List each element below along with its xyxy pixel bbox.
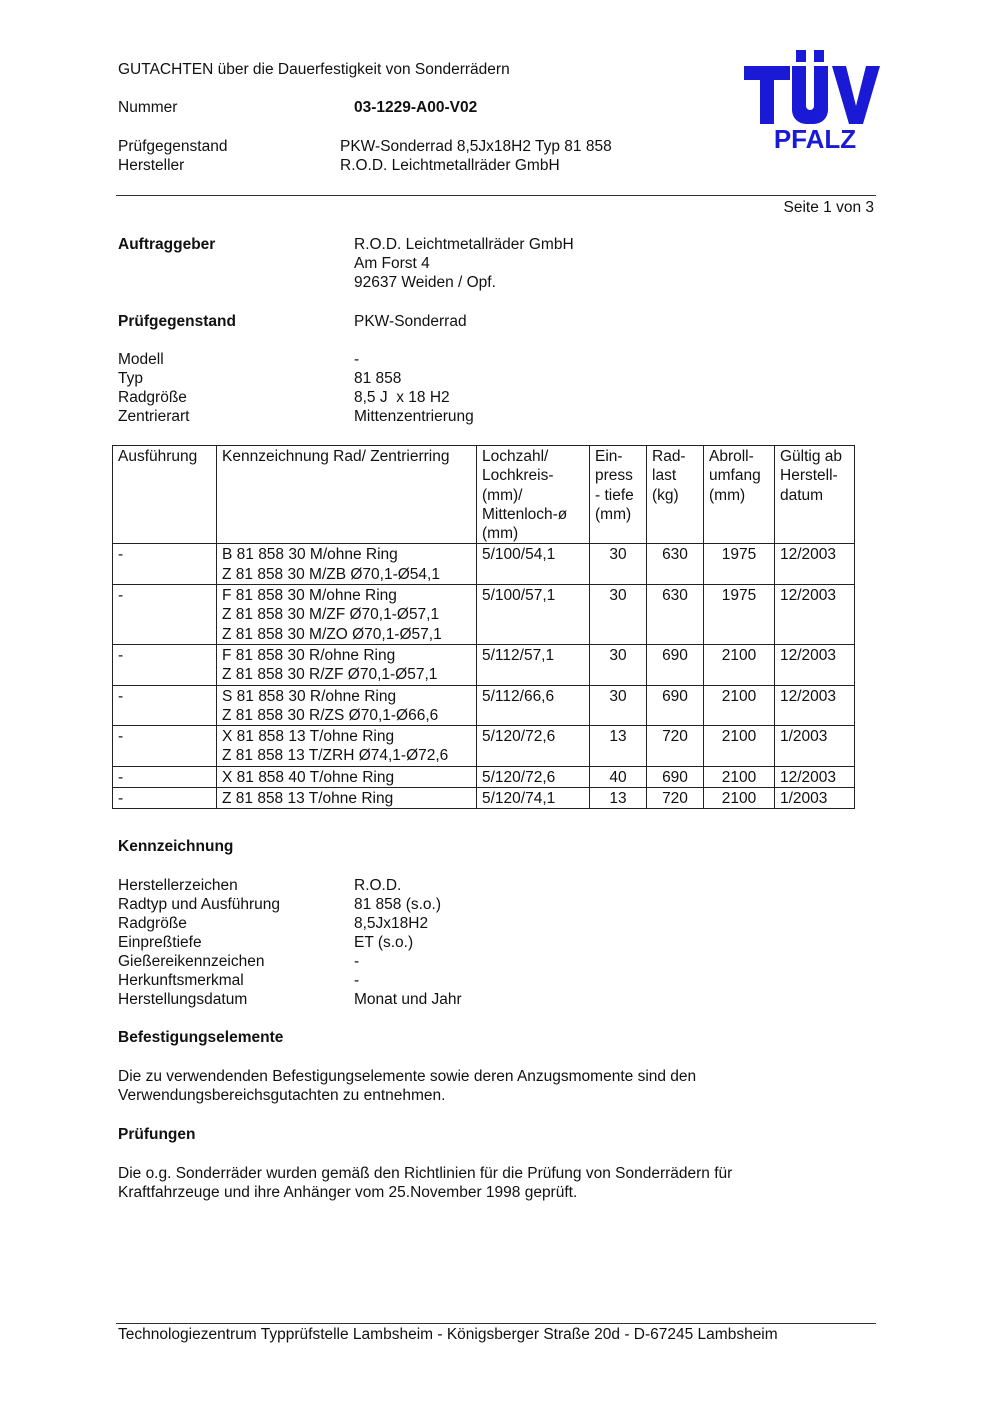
table-row	[113, 726, 855, 767]
table-cell-loch: 5/100/54,1	[477, 544, 590, 585]
manufacturer-label: Hersteller	[118, 157, 185, 174]
header-line: Mittenloch-ø	[482, 505, 568, 523]
table-row	[113, 585, 855, 645]
table-row	[113, 788, 855, 809]
table-cell-loch: 5/112/66,6	[477, 685, 590, 726]
table-cell-last: 720	[647, 788, 704, 809]
client-line-1: R.O.D. Leichtmetallräder GmbH	[354, 236, 574, 253]
marking-label: Herstellungsdatum	[118, 991, 248, 1008]
cell-line: Z 81 858 30 M/ZO Ø70,1-Ø57,1	[222, 625, 442, 643]
object-label: Prüfgegenstand	[118, 138, 228, 155]
marking-label: Radtyp und Ausführung	[118, 896, 281, 913]
header-line: Ausführung	[118, 448, 198, 465]
table-cell-umfang: 2100	[704, 644, 775, 685]
marking-value: Monat und Jahr	[354, 991, 462, 1008]
table-cell-last: 630	[647, 585, 704, 645]
header-line: (mm)	[595, 505, 632, 523]
table-body	[113, 446, 855, 809]
table-cell-loch: 5/120/72,6	[477, 766, 590, 787]
client-line-3: 92637 Weiden / Opf.	[354, 274, 496, 291]
table-cell-loch: 5/120/74,1	[477, 788, 590, 809]
table-cell-umfang: 2100	[704, 766, 775, 787]
header-line: Gültig ab	[780, 448, 843, 465]
table-cell-datum: 1/2003	[775, 726, 855, 767]
header-line: (kg)	[652, 486, 679, 504]
cell-line: B 81 858 30 M/ohne Ring	[222, 546, 398, 564]
table-cell-datum: 12/2003	[775, 644, 855, 685]
field-label: Radgröße	[118, 389, 187, 406]
header-line: last	[652, 467, 677, 485]
table-header-cell	[590, 446, 647, 544]
header-line: datum	[780, 486, 824, 504]
field-value: 81 858	[354, 370, 402, 387]
table-cell-umfang: 1975	[704, 544, 775, 585]
fastening-text: Die zu verwendenden Befestigungselemente sowie deren Anzugsmomente sind den Verwendungsbereichsgutachten zu entnehmen.	[118, 1068, 697, 1104]
table-row	[113, 544, 855, 585]
table-cell-last: 690	[647, 685, 704, 726]
table-cell-ausf: -	[113, 788, 217, 809]
cell-line: Z 81 858 13 T/ohne Ring	[222, 790, 394, 808]
test-object-value: PKW-Sonderrad	[354, 313, 467, 330]
cell-line: F 81 858 30 R/ohne Ring	[222, 646, 396, 664]
client-label: Auftraggeber	[118, 236, 216, 253]
field-value: Mittenzentrierung	[354, 408, 474, 425]
table-cell-ausf: -	[113, 685, 217, 726]
header-line: (mm)	[482, 525, 519, 543]
table-cell-kenn	[217, 585, 477, 645]
field-label: Typ	[118, 370, 143, 387]
table-cell-et: 30	[590, 544, 647, 585]
table-cell-umfang: 1975	[704, 585, 775, 645]
cell-line: Z 81 858 30 M/ZB Ø70,1-Ø54,1	[222, 565, 440, 583]
footer-divider	[116, 1323, 876, 1324]
field-value: -	[354, 351, 360, 368]
table-cell-loch: 5/120/72,6	[477, 726, 590, 767]
marking-value: -	[354, 972, 360, 989]
table-cell-loch: 5/112/57,1	[477, 644, 590, 685]
table-header-cell	[647, 446, 704, 544]
header-line: Kennzeichnung Rad/ Zentrierring	[222, 448, 450, 465]
table-header-cell	[217, 446, 477, 544]
table-cell-umfang: 2100	[704, 685, 775, 726]
table-cell-last: 630	[647, 544, 704, 585]
logo-text: PFALZ	[773, 124, 857, 152]
tuv-pfalz-logo	[744, 48, 886, 152]
table-cell-kenn	[217, 766, 477, 787]
table-cell-last: 690	[647, 644, 704, 685]
table-cell-loch: 5/100/57,1	[477, 585, 590, 645]
wheel-spec-table	[112, 445, 855, 809]
cell-line: X 81 858 13 T/ohne Ring	[222, 728, 395, 746]
header-line: (mm)/	[482, 486, 523, 504]
table-row	[113, 644, 855, 685]
marking-value: 8,5Jx18H2	[354, 915, 429, 932]
doc-title: GUTACHTEN über die Dauerfestigkeit von Sonderrädern	[118, 61, 510, 78]
table-cell-datum: 12/2003	[775, 585, 855, 645]
header-line: Rad-	[652, 448, 686, 465]
table-cell-ausf: -	[113, 766, 217, 787]
header-line: Herstell-	[780, 467, 838, 485]
marking-value: 81 858 (s.o.)	[354, 896, 442, 913]
table-cell-kenn	[217, 544, 477, 585]
marking-label: Herstellerzeichen	[118, 877, 238, 894]
table-header-row	[113, 446, 855, 544]
table-header-cell	[477, 446, 590, 544]
table-cell-ausf: -	[113, 544, 217, 585]
table-cell-ausf: -	[113, 585, 217, 645]
cell-line: Z 81 858 30 R/ZF Ø70,1-Ø57,1	[222, 666, 438, 684]
table-cell-datum: 1/2003	[775, 788, 855, 809]
table-cell-et: 30	[590, 585, 647, 645]
marking-value: -	[354, 953, 360, 970]
manufacturer-value: R.O.D. Leichtmetallräder GmbH	[340, 157, 560, 174]
header-line: Ein-	[595, 448, 623, 465]
table-cell-et: 13	[590, 726, 647, 767]
marking-label: Einpreßtiefe	[118, 934, 202, 951]
marking-value: R.O.D.	[354, 877, 402, 894]
marking-label: Herkunftsmerkmal	[118, 972, 244, 989]
test-object-label: Prüfgegenstand	[118, 313, 236, 330]
marking-value: ET (s.o.)	[354, 934, 414, 951]
table-cell-datum: 12/2003	[775, 685, 855, 726]
cell-line: S 81 858 30 R/ohne Ring	[222, 687, 397, 705]
field-label: Zentrierart	[118, 408, 190, 425]
tests-text: Die o.g. Sonderräder wurden gemäß den Richtlinien für die Prüfung von Sonderrädern für Kraftfahrzeuge und ihre Anhänger vom 25.November 1998 geprüft.	[118, 1165, 733, 1201]
table-cell-last: 690	[647, 766, 704, 787]
field-value: 8,5 J x 18 H2	[354, 389, 450, 406]
cell-line: X 81 858 40 T/ohne Ring	[222, 768, 395, 786]
table-cell-datum: 12/2003	[775, 766, 855, 787]
header-line: umfang	[709, 467, 761, 485]
header-divider	[116, 195, 876, 196]
header-line: - tiefe	[595, 486, 634, 504]
header-line: Lochzahl/	[482, 448, 549, 465]
fastening-heading: Befestigungselemente	[118, 1029, 284, 1046]
logo-mark	[744, 50, 880, 124]
table-cell-et: 30	[590, 685, 647, 726]
cell-line: F 81 858 30 M/ohne Ring	[222, 587, 397, 605]
table-cell-umfang: 2100	[704, 788, 775, 809]
client-line-2: Am Forst 4	[354, 255, 430, 272]
header-line: Lochkreis-	[482, 467, 554, 485]
table-cell-et: 30	[590, 644, 647, 685]
table-cell-et: 40	[590, 766, 647, 787]
table-cell-ausf: -	[113, 644, 217, 685]
table-cell-kenn	[217, 644, 477, 685]
field-label: Modell	[118, 351, 164, 368]
header-line: press	[595, 467, 633, 485]
table-cell-kenn	[217, 726, 477, 767]
footer-text: Technologiezentrum Typprüfstelle Lambsheim - Königsberger Straße 20d - D-67245 Lambsheim	[118, 1326, 778, 1343]
number-value: 03-1229-A00-V02	[354, 99, 478, 116]
table-cell-ausf: -	[113, 726, 217, 767]
page-info: Seite 1 von 3	[783, 199, 874, 216]
table-header-cell	[775, 446, 855, 544]
marking-heading: Kennzeichnung	[118, 838, 234, 855]
marking-label: Gießereikennzeichen	[118, 953, 265, 970]
cell-line: Z 81 858 30 M/ZF Ø70,1-Ø57,1	[222, 606, 440, 624]
table-cell-last: 720	[647, 726, 704, 767]
tests-heading: Prüfungen	[118, 1126, 196, 1143]
header-line: (mm)	[709, 486, 746, 504]
header-line: Abroll-	[709, 448, 754, 465]
table-cell-et: 13	[590, 788, 647, 809]
object-value: PKW-Sonderrad 8,5Jx18H2 Typ 81 858	[340, 138, 612, 155]
table-row	[113, 766, 855, 787]
table-row	[113, 685, 855, 726]
table-header-cell	[704, 446, 775, 544]
table-cell-datum: 12/2003	[775, 544, 855, 585]
marking-label: Radgröße	[118, 915, 187, 932]
cell-line: Z 81 858 13 T/ZRH Ø74,1-Ø72,6	[222, 747, 449, 765]
table-cell-kenn	[217, 788, 477, 809]
number-label: Nummer	[118, 99, 178, 116]
table-cell-umfang: 2100	[704, 726, 775, 767]
table-cell-kenn	[217, 685, 477, 726]
cell-line: Z 81 858 30 R/ZS Ø70,1-Ø66,6	[222, 706, 439, 724]
table-header-cell	[113, 446, 217, 544]
